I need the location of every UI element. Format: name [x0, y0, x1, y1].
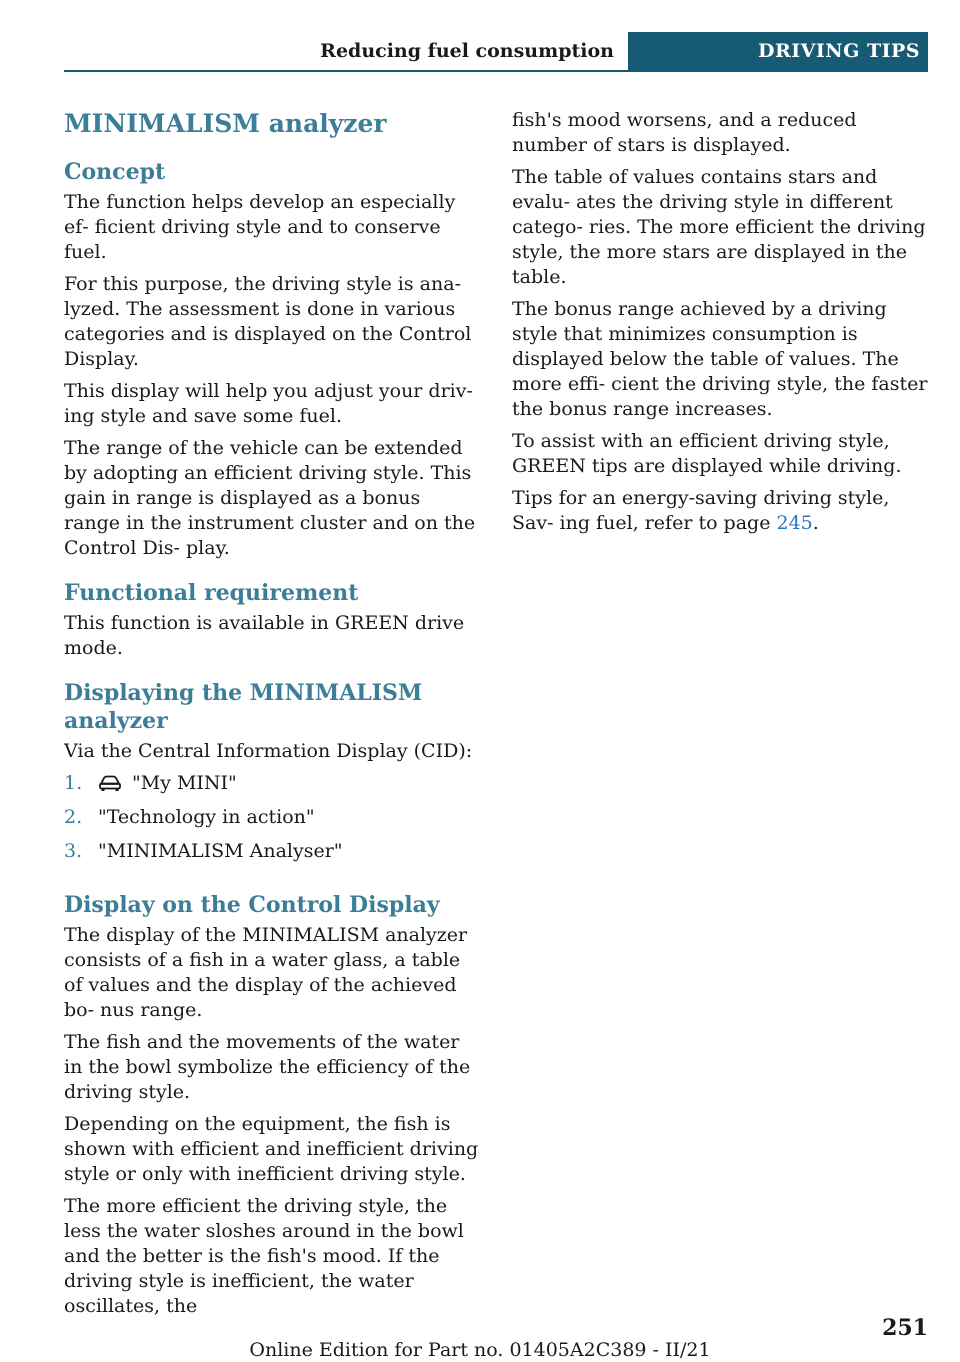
paragraph: fish's mood worsens, and a reduced number of stars is displayed.	[512, 109, 857, 156]
step-text: "MINIMALISM Analyser"	[98, 840, 343, 862]
tips-text: Tips for an energy-saving driving style, Sav‐ ing fuel, refer to page	[512, 487, 890, 534]
paragraph: Via the Central Information Display (CID):	[64, 740, 473, 762]
tips-end: .	[812, 512, 819, 534]
list-item	[64, 839, 482, 873]
paragraph: The table of values contains stars and evalu‐ ates the driving style in different catego‐ ries. The more efficient the driving style, the more stars are displayed in the table.	[512, 166, 926, 288]
heading-functional-requirement: Functional requirement	[64, 580, 359, 606]
left-column	[64, 108, 482, 1326]
paragraph: To assist with an efficient driving style, GREEN tips are displayed while driving.	[512, 430, 902, 477]
page-title: MINIMALISM analyzer	[64, 109, 387, 138]
paragraph: The more efficient the driving style, the less the water sloshes around in the bowl and the better is the fish's mood. If the driving style is inefficient, the water oscillates, the	[64, 1195, 464, 1317]
paragraph: This function is available in GREEN drive mode.	[64, 612, 465, 659]
page-header	[64, 32, 928, 72]
paragraph: The display of the MINIMALISM analyzer consists of a fish in a water glass, a table of values and the display of the achieved bo‐ nus range.	[64, 924, 468, 1021]
footer-edition: Online Edition for Part no. 01405A2C389 - II/21	[249, 1339, 711, 1361]
list-item	[64, 771, 482, 805]
paragraph-tips	[512, 486, 930, 536]
list-item	[64, 805, 482, 839]
steps-list	[64, 771, 482, 873]
header-divider	[64, 70, 928, 72]
heading-control-display: Display on the Control Display	[64, 892, 440, 918]
header-section-title: Reducing fuel consumption	[320, 40, 614, 62]
step-number: 2.	[64, 806, 83, 828]
paragraph: The function helps develop an especially ef‐ ficient driving style and to conserve fuel.	[64, 191, 456, 263]
heading-displaying-analyzer: Displaying the MINIMALISM analyzer	[64, 680, 423, 734]
paragraph: This display will help you adjust your driv‐ ing style and save some fuel.	[64, 380, 473, 427]
right-column	[512, 108, 930, 543]
paragraph: The range of the vehicle can be extended by adopting an efficient driving style. This gain in range is displayed as a bonus range in the instrument cluster and on the Control Dis‐ play.	[64, 437, 476, 559]
paragraph: Depending on the equipment, the fish is shown with efficient and inefficient driving style or only with inefficient driving style.	[64, 1113, 479, 1185]
heading-concept: Concept	[64, 159, 166, 185]
step-text: "Technology in action"	[98, 806, 315, 828]
car-icon	[98, 774, 122, 799]
paragraph: For this purpose, the driving style is ana‐ lyzed. The assessment is done in various categories and is displayed on the Control Display.	[64, 273, 472, 370]
paragraph: The bonus range achieved by a driving style that minimizes consumption is displayed below the table of values. The more effi‐ cient the driving style, the faster the bonus range increases.	[512, 298, 928, 420]
step-text: "My MINI"	[132, 772, 237, 794]
header-chapter-tab: DRIVING TIPS	[628, 32, 928, 70]
page-link[interactable]: 245	[776, 512, 813, 534]
paragraph: The fish and the movements of the water in the bowl symbolize the efficiency of the driving style.	[64, 1031, 471, 1103]
step-number: 1.	[64, 772, 83, 794]
page-number: 251	[882, 1315, 928, 1341]
step-number: 3.	[64, 840, 83, 862]
